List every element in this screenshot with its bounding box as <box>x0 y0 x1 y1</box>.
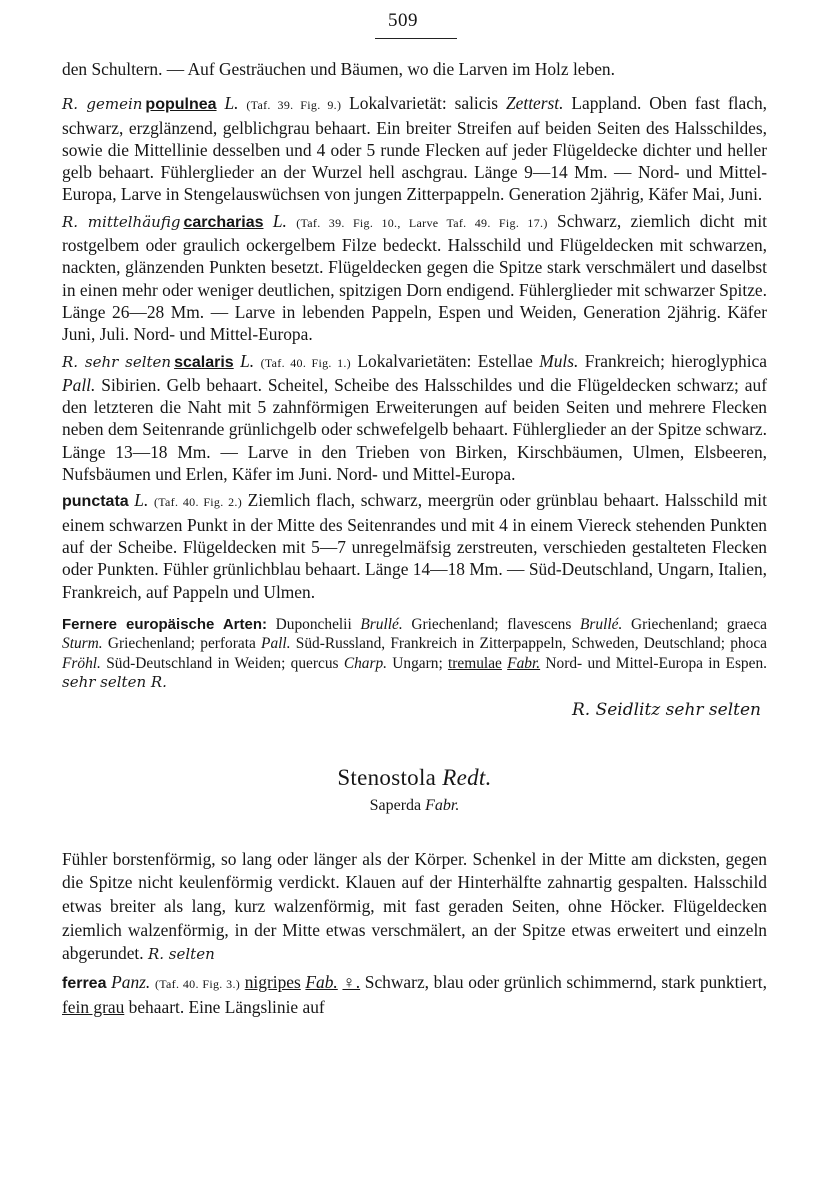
species-author-ferrea: Panz. <box>111 971 151 992</box>
further-species-author-5: Fröhl. <box>62 654 101 672</box>
further-species-author-3: Sturm. <box>62 635 103 653</box>
species-author-punctata: L. <box>134 490 149 511</box>
genus-description-text: Fühler borstenförmig, so lang oder länger als der Körper. Schenkel in der Mitte am dicksten, gegen die Spitze nicht keulenförmig verdickt. Klauen auf der Hinterhälfte zahnartig gespalten. Halsschild etwas breiter als lang, kurz walzenförmig, mit fast geraden Seiten, ohne Höcker. Flügeldecken ziemlich walzenförmig, in der Mitte etwas verschmälert, an der Spitze etwas erweitert und einzeln abgerundet. <box>62 848 767 964</box>
plate-ref-scalaris: (Taf. 40. Fig. 1.) <box>260 355 351 370</box>
further-species-heading: Fernere europäische Arten: <box>62 615 267 633</box>
description-punctata: Ziemlich flach, schwarz, meergrün oder grünblau behaart. Halsschild mit einem schwarzen Punkt in der Mitte des Seitenrandes und mit 4 in einem Viereck stehenden Punkten auf der Scheibe. Flügeldecken mit 5—7 unregelmäfsig zerstreuten, verschieden gestalteten Flecken oder Punkten. Fühler grünlichblau behaart. Länge 14—18 Mm. — Süd-Deutschland, Ungarn, Italien, Frankreich, auf Pappeln und Ulmen. <box>62 490 767 602</box>
further-species-text-8: Nord- und Mittel-Europa in Espen. <box>540 654 768 672</box>
genus-description <box>62 848 767 967</box>
species-author-scalaris: L. <box>240 350 255 371</box>
genus-synonym <box>62 795 767 817</box>
description-scalaris-auth1: Muls. <box>539 350 579 371</box>
species-punctata <box>62 489 767 602</box>
plate-ref-carcharias: (Taf. 39. Fig. 10., Larve Taf. 49. Fig. 17.) <box>296 215 548 230</box>
species-name-scalaris: scalaris <box>174 353 234 371</box>
synonym-author-ferrea: Fab. <box>305 971 338 992</box>
description-scalaris-c: Sibirien. Gelb behaart. Scheitel, Scheibe des Halsschildes und die Flügeldecken schwarz; auf den letzteren die Naht mit 5 zahnförmigen Erweiterungen auf beiden Seiten und mehrere Flecken neben dem Seitenrande grünlichgelb oder schwefelgelb behaart. Fühlerglieder an der Spitze schwarz. Länge 13—18 Mm. — Larve in den Trieben von Birken, Kirschbäumen, Ulmen, Elsbeeren, Nufsbäumen und Erlen, Käfer im Juni. Nord- und Mittel-Europa. <box>62 374 767 485</box>
description-populnea-a: Lokalvarietät: salicis <box>341 93 506 114</box>
species-name-carcharias: carcharias <box>183 213 264 231</box>
further-species-text-4: Griechenland; perforata <box>102 635 262 653</box>
description-populnea-auth: Zetterst. <box>505 93 564 114</box>
genus-synonym-author: Fabr. <box>425 797 460 815</box>
description-scalaris-a: Lokalvarietäten: Estellae <box>350 350 540 371</box>
handwritten-note-seidlitz: R. Seidlitz sehr selten <box>571 699 761 720</box>
handwritten-note-scalaris: R. sehr selten <box>62 352 172 371</box>
handwritten-note-genus: R. selten <box>147 945 215 964</box>
species-ferrea <box>62 971 767 1020</box>
description-ferrea-a: Schwarz, blau oder grünlich schimmernd, stark punktiert, <box>360 971 767 992</box>
further-species-author-2: Brullé. <box>580 615 623 633</box>
species-name-populnea: populnea <box>145 96 217 114</box>
genus-author: Redt. <box>442 765 492 791</box>
species-author-populnea: L. <box>224 93 239 114</box>
handwritten-note-tremulae: sehr selten R. <box>62 673 167 692</box>
species-name-ferrea: ferrea <box>62 974 107 992</box>
further-species-author-4: Pall. <box>261 635 291 653</box>
further-species-paragraph <box>62 615 767 693</box>
intro-paragraph: den Schultern. — Auf Gesträuchen und Bäumen, wo die Larven im Holz leben. <box>62 59 615 79</box>
plate-ref-ferrea: (Taf. 40. Fig. 3.) <box>154 976 241 991</box>
page-number-rule <box>375 38 457 39</box>
further-species-tremulae: tremulae <box>448 654 502 672</box>
genus-synonym-name: Saperda <box>369 797 426 815</box>
description-populnea-b: Lappland. Oben fast flach, schwarz, erzglänzend, gelblichgrau behaart. Ein breiter Streifen auf beiden Seiten des Halsschildes, sowie die Mittellinie desselben und 4 oder 5 runde Flecken auf jeder Flügeldecke dichter und heller gelb behaart. Fühlerglieder an der Wurzel hell aschgrau. Länge 9—14 Mm. — Nord- und Mittel-Europa, Larve in Stengelauswüchsen von jungen Zitterpappeln. Generation 2jährig, Käfer Mai, Juni. <box>62 93 767 205</box>
further-species-text-6: Süd-Deutschland in Weiden; quercus <box>100 654 344 672</box>
handwritten-note-carcharias: R. mittelhäufig <box>62 212 181 231</box>
genus-title <box>62 767 767 789</box>
further-species-author-7: Fabr. <box>507 654 541 672</box>
synonym-ferrea: nigripes <box>244 971 301 992</box>
description-scalaris-b: Frankreich; hieroglyphica <box>578 350 767 371</box>
sex-symbol-ferrea: ♀. <box>342 971 361 992</box>
species-carcharias <box>62 210 767 346</box>
further-species-text-5: Süd-Russland, Frankreich in Zitterpappeln, Schweden, Deutschland; phoca <box>290 635 767 653</box>
further-species-text-2: Griechenland; flavescens <box>402 615 581 633</box>
further-species-text-7: Ungarn; <box>387 654 449 672</box>
plate-ref-populnea: (Taf. 39. Fig. 9.) <box>246 98 342 113</box>
description-carcharias: Schwarz, ziemlich dicht mit rostgelbem oder graulich ockergelbem Filze bedeckt. Halsschild und Flügeldecken mit schwarzen, nackten, glänzenden Punkten besetzt. Flügeldecken gegen die Spitze stark verschmälert und daselbst in einen mehr oder weniger deutlichen, spitzigen Dorn endigend. Fühlerglieder mit schwarzer Spitze. Länge 26—28 Mm. — Larve in lebenden Pappeln, Espen und Weiden, Generation 2jährig. Käfer Juni, Juli. Nord- und Mittel-Europa. <box>62 210 767 345</box>
plate-ref-punctata: (Taf. 40. Fig. 2.) <box>153 495 242 510</box>
genus-name: Stenostola <box>337 765 443 791</box>
species-populnea <box>62 92 767 205</box>
description-scalaris-auth2: Pall. <box>62 374 96 395</box>
description-ferrea-b: behaart. Eine Längslinie auf <box>124 997 325 1018</box>
species-author-carcharias: L. <box>272 210 287 231</box>
further-species-text-3: Griechenland; graeca <box>622 615 767 633</box>
species-scalaris <box>62 350 767 486</box>
further-species-text-1: Duponchelii <box>266 615 361 633</box>
species-name-punctata: punctata <box>62 493 129 511</box>
further-species-author-1: Brullé. <box>360 615 403 633</box>
description-ferrea-underlined: fein grau <box>62 997 125 1018</box>
body-text <box>62 58 767 1020</box>
page-number: 509 <box>388 10 418 31</box>
further-species-author-6: Charp. <box>343 654 388 672</box>
handwritten-note-populnea: R. gemein <box>62 95 143 114</box>
